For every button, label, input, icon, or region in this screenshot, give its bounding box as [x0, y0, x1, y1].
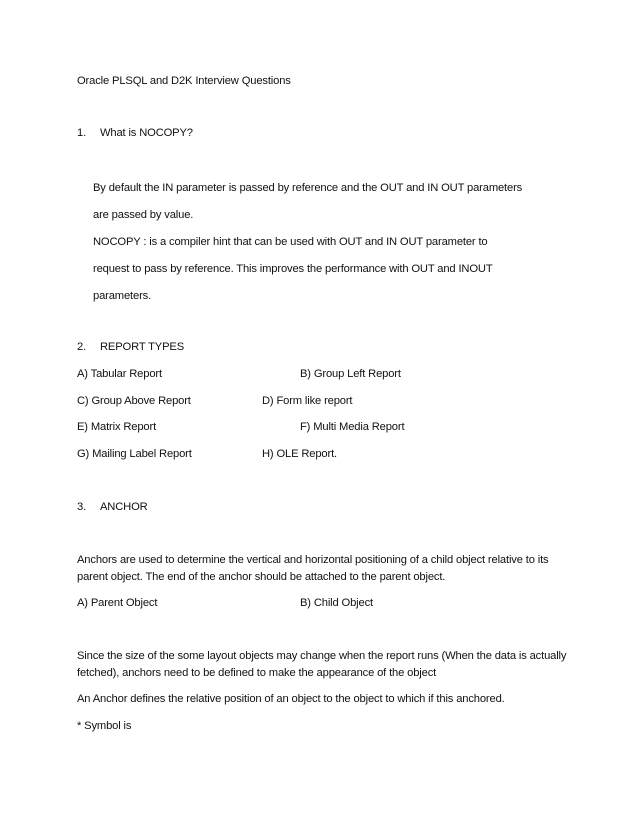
- q1-heading: What is NOCOPY?: [100, 127, 193, 139]
- anchor-option-b: B) Child Object: [300, 597, 373, 609]
- anchor-para3: An Anchor defines the relative position of an object to the object to which if this anchored.: [77, 693, 505, 705]
- q2-number: 2.: [77, 341, 87, 353]
- anchor-para2-line-1: Since the size of the some layout objects may change when the report runs (When the data is actually: [77, 650, 567, 662]
- q1-line-2: are passed by value.: [93, 209, 194, 221]
- q1-line-1: By default the IN parameter is passed by reference and the OUT and IN OUT parameters: [93, 182, 523, 194]
- q1-line-4: request to pass by reference. This improves the performance with OUT and INOUT: [93, 263, 493, 275]
- anchor-para2-line-2: fetched), anchors need to be defined to make the appearance of the object: [77, 667, 437, 679]
- anchor-para4: * Symbol is: [77, 720, 132, 732]
- report-type-e: E) Matrix Report: [77, 421, 157, 433]
- anchor-para1-line-2: parent object. The end of the anchor should be attached to the parent object.: [77, 571, 446, 583]
- q2-heading: REPORT TYPES: [100, 341, 185, 353]
- anchor-para1-line-1: Anchors are used to determine the vertical and horizontal positioning of a child object relative to its: [77, 554, 549, 566]
- report-type-c: C) Group Above Report: [77, 395, 191, 407]
- q1-line-5: parameters.: [93, 290, 152, 302]
- report-type-a: A) Tabular Report: [77, 368, 162, 380]
- report-type-d: D) Form like report: [262, 395, 353, 407]
- q1-line-3: NOCOPY : is a compiler hint that can be used with OUT and IN OUT parameter to: [93, 236, 488, 248]
- document-title: Oracle PLSQL and D2K Interview Questions: [77, 75, 291, 87]
- q3-number: 3.: [77, 501, 87, 513]
- anchor-option-a: A) Parent Object: [77, 597, 158, 609]
- report-type-f: F) Multi Media Report: [300, 421, 405, 433]
- q1-number: 1.: [77, 127, 87, 139]
- report-type-g: G) Mailing Label Report: [77, 448, 192, 460]
- report-type-h: H) OLE Report.: [262, 448, 337, 460]
- q3-heading: ANCHOR: [100, 501, 148, 513]
- report-type-b: B) Group Left Report: [300, 368, 401, 380]
